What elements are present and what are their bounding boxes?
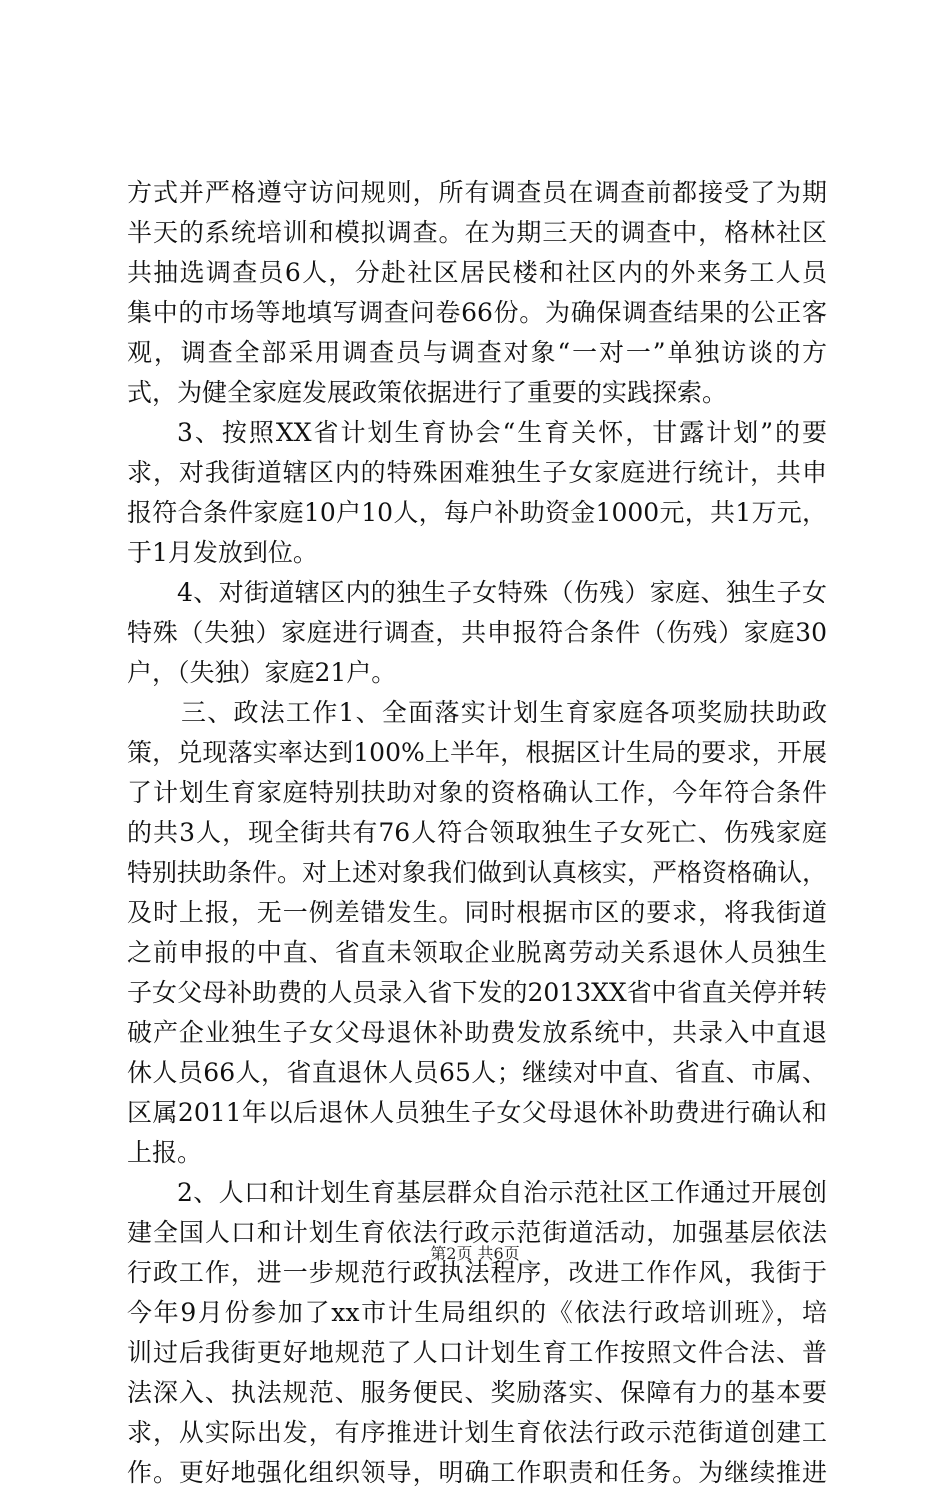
text-line: 3、按照XX省计划生育协会“生育关怀，甘露计划”的要: [177, 418, 827, 447]
text-line: 半天的系统培训和模拟调查。在为期三天的调查中，格林社区: [127, 218, 827, 247]
text-line: 了计划生育家庭特别扶助对象的资格确认工作，今年符合条件: [127, 778, 827, 807]
text-line: 集中的市场等地填写调查问卷66份。为确保调查结果的公正客: [127, 298, 827, 327]
text-line: 于1月发放到位。: [127, 538, 318, 567]
text-line: 式，为健全家庭发展政策依据进行了重要的实践探索。: [127, 378, 728, 407]
text-line: 及时上报，无一例差错发生。同时根据市区的要求，将我街道: [127, 898, 827, 927]
text-line: 策，兑现落实率达到100%上半年，根据区计生局的要求，开展: [127, 738, 827, 767]
text-line: 破产企业独生子女父母退休补助费发放系统中，共录入中直退: [127, 1018, 827, 1047]
text-line: 特殊（失独）家庭进行调查，共申报符合条件（伤残）家庭30: [127, 618, 827, 647]
text-line: 4、对街道辖区内的独生子女特殊（伤残）家庭、独生子女: [177, 578, 827, 607]
text-line: 上报。: [127, 1138, 203, 1167]
text-line: 三、政法工作1、全面落实计划生育家庭各项奖励扶助政: [181, 698, 827, 727]
text-line: 之前申报的中直、省直未领取企业脱离劳动关系退休人员独生: [127, 938, 827, 967]
text-line: 作。更好地强化组织领导，明确工作职责和任务。为继续推进: [127, 1458, 827, 1487]
document-body: [127, 173, 827, 1493]
text-line: 今年9月份参加了xx市计生局组织的《依法行政培训班》，培: [127, 1298, 827, 1327]
text-line: 的共3人，现全街共有76人符合领取独生子女死亡、伤残家庭: [127, 818, 827, 847]
text-line: 报符合条件家庭10户10人，每户补助资金1000元，共1万元，: [127, 498, 827, 527]
text-line: 休人员66人，省直退休人员65人；继续对中直、省直、市属、: [127, 1058, 827, 1087]
text-line: 子女父母补助费的人员录入省下发的2013XX省中省直关停并转: [127, 978, 827, 1007]
text-line: 求，从实际出发，有序推进计划生育依法行政示范街道创建工: [127, 1418, 827, 1447]
text-line: 区属2011年以后退休人员独生子女父母退休补助费进行确认和: [127, 1098, 827, 1127]
text-line: 方式并严格遵守访问规则，所有调查员在调查前都接受了为期: [127, 178, 827, 207]
page-footer: 第2页 共6页: [430, 1244, 520, 1263]
text-line: 观，调查全部采用调查员与调查对象“一对一”单独访谈的方: [127, 338, 827, 367]
text-line: 求，对我街道辖区内的特殊困难独生子女家庭进行统计，共申: [127, 458, 827, 487]
text-line: 共抽选调查员6人，分赴社区居民楼和社区内的外来务工人员: [127, 258, 827, 287]
text-line: 行政工作，进一步规范行政执法程序，改进工作作风，我街于: [127, 1258, 827, 1287]
text-line: 户，（失独）家庭21户。: [127, 658, 397, 687]
text-line: 特别扶助条件。对上述对象我们做到认真核实，严格资格确认，: [127, 858, 828, 887]
text-line: 建全国人口和计划生育依法行政示范街道活动，加强基层依法: [127, 1218, 827, 1247]
text-line: 2、人口和计划生育基层群众自治示范社区工作通过开展创: [177, 1178, 827, 1207]
text-line: 法深入、执法规范、服务便民、奖励落实、保障有力的基本要: [127, 1378, 827, 1407]
text-line: 训过后我街更好地规范了人口计划生育工作按照文件合法、普: [127, 1338, 827, 1367]
